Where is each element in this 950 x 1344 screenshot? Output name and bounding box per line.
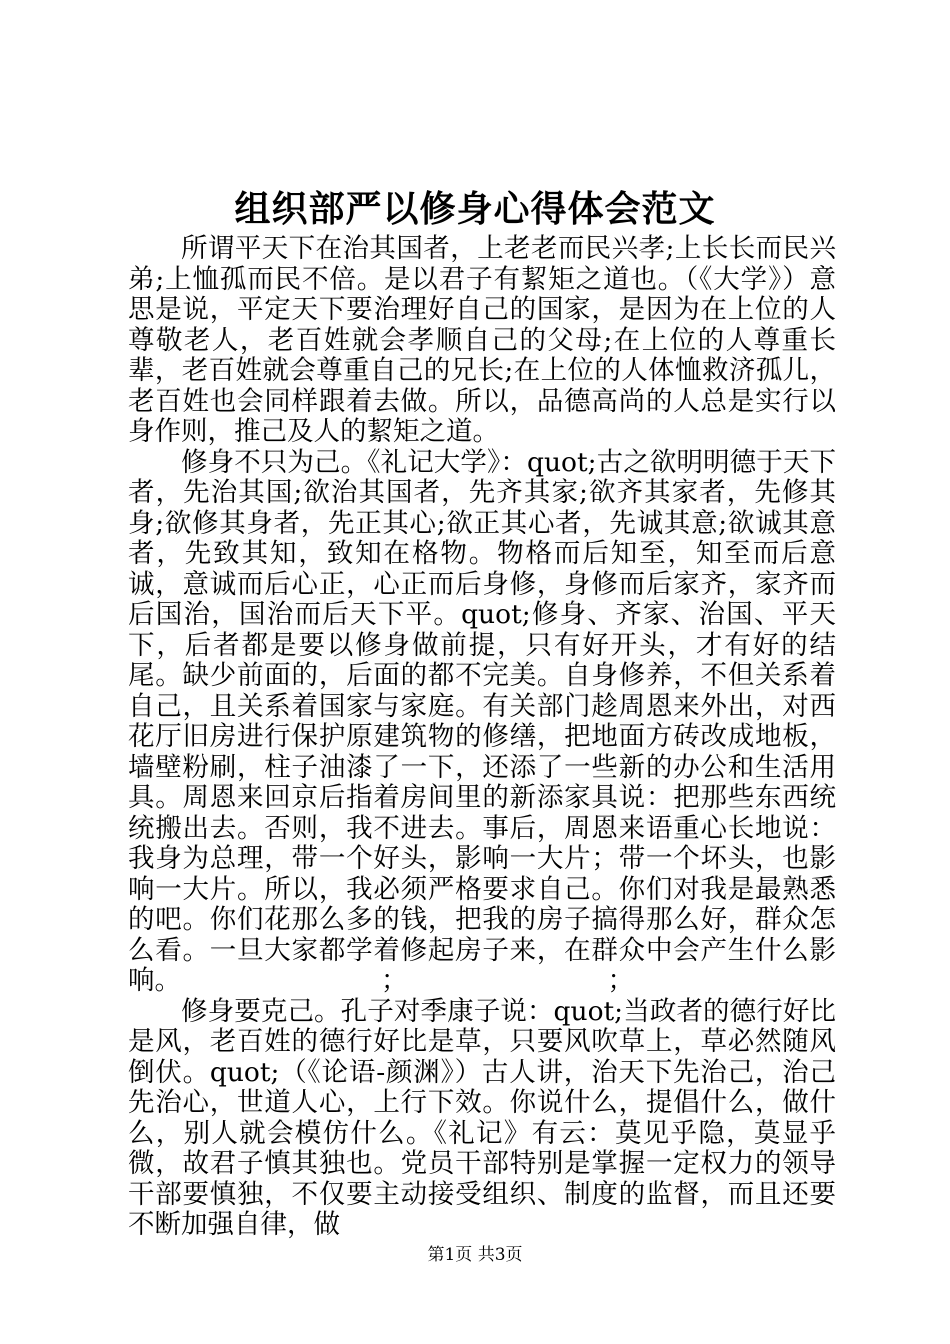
page-footer: 第1页 共3页 [427, 1245, 523, 1265]
page-title: 组织部严以修身心得体会范文 [234, 188, 716, 230]
paragraph-2 [128, 448, 836, 997]
paragraph-1: 所谓平天下在治其国者，上老老而民兴孝;上长长而民兴弟;上恤孤而民不倍。是以君子有絜矩之道也。（《大学》）意思是说，平定天下要治理好自己的国家，是因为在上位的人尊敬老人，老百姓就会孝顺自己的父母;在上位的人尊重长辈，老百姓就会尊重自己的兄长;在上位的人体恤救济孤儿，老百姓也会同样跟着去做。所以，品德高尚的人总是实行以身作则，推己及人的絜矩之道。 [128, 233, 836, 447]
stray-semicolon-1: ； [381, 965, 408, 996]
stray-semicolon-2: ； [607, 965, 634, 996]
document-body [128, 234, 836, 1241]
paragraph-2-text: 修身不只为己。《礼记大学》：quot;古之欲明明德于天下者，先治其国;欲治其国者，先齐其家;欲齐其家者，先修其身;欲修其身者，先正其心;欲正其心者，先诚其意;欲诚其意者，先致其知，致知在格物。物格而后知至，知至而后意诚，意诚而后心正，心正而后身修，身修而后家齐，家齐而后国治，国治而后天下平。quot;修身、齐家、治国、平天下，后者都是要以修身做前提，只有好开头，才有好的结尾。缺少前面的，后面的都不完美。自身修养，不但关系着自己，且关系着国家与家庭。有关部门趁周恩来外出，对西花厅旧房进行保护原建筑物的修缮，把地面方砖改成地板，墙壁粉刷，柱子油漆了一下，还添了一些新的办公和生活用具。周恩来回京后指着房间里的新添家具说：把那些东西统统搬出去。否则，我不进去。事后，周恩来语重心长地说：我身为总理，带一个好头，影响一大片；带一个坏头，也影响一大片。所以，我必须严格要求自己。你们对我是最熟悉的吧。你们花那么多的钱，把我的房子搞得那么好，群众怎么看。一旦大家都学着修起房子来，在群众中会产生什么影响。 [128, 446, 836, 996]
paragraph-3: 修身要克己。孔子对季康子说：quot;当政者的德行好比是风，老百姓的德行好比是草，只要风吹草上，草必然随风倒伏。quot;（《论语-颜渊》）古人讲，治天下先治己，治己先治心，世道人心，上行下效。你说什么，提倡什么，做什么，别人就会模仿什么。《礼记》有云：莫见乎隐，莫显乎微，故君子慎其独也。党员干部特别是掌握一定权力的领导干部要慎独，不仅要主动接受组织、制度的监督，而且还要不断加强自律，做 [128, 995, 836, 1240]
